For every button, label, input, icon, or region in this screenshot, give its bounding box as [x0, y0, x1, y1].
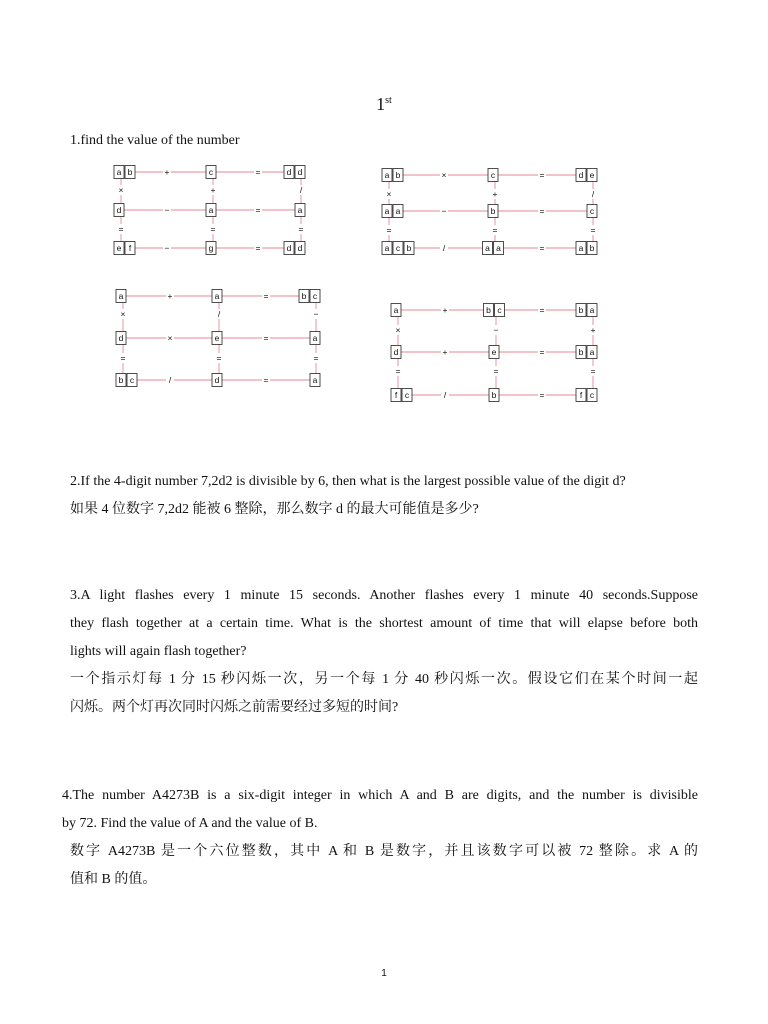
digit-letter: a [496, 243, 501, 253]
equals-sign: = [263, 375, 269, 385]
puzzle-grid-1 [110, 160, 320, 260]
equals-sign: = [395, 366, 401, 376]
equals-sign: = [263, 291, 269, 301]
digit-letter: c [589, 206, 595, 216]
operator-sign: / [217, 309, 221, 319]
question-3-line-5: 闪烁。两个灯再次同时闪烁之前需要经过多短的时间? [70, 700, 399, 715]
digit-letter: b [395, 170, 401, 180]
number-cell [212, 290, 222, 303]
number-cell [206, 242, 216, 255]
digit-letter: a [384, 243, 390, 253]
number-cell [206, 204, 216, 217]
question-4-line-1: 4.The number A4273B is a six-digit integer in which A and B are digits, and the number is divisible [62, 788, 698, 803]
number-cell [391, 304, 401, 317]
operator-sign: / [299, 185, 303, 195]
question-3-line-1: 3.A light flashes every 1 minute 15 seconds. Another flashes every 1 minute 40 seconds.Suppose [70, 588, 698, 603]
digit-letter: c [312, 291, 318, 301]
number-cell [489, 389, 499, 402]
equals-sign: = [386, 225, 392, 235]
operator-sign: + [590, 325, 596, 335]
equals-sign: = [263, 333, 269, 343]
number-cell [310, 332, 320, 345]
digit-letter: d [116, 205, 122, 215]
digit-letter: b [578, 305, 584, 315]
digit-letter: a [312, 333, 318, 343]
digit-letter: d [297, 167, 303, 177]
number-cell [116, 290, 126, 303]
digit-letter: d [214, 375, 220, 385]
digit-letter: b [589, 243, 595, 253]
digit-letter: f [579, 390, 583, 400]
digit-letter: c [129, 375, 135, 385]
digit-letter: d [286, 243, 292, 253]
number-cell [212, 374, 222, 387]
digit-letter: a [116, 167, 122, 177]
question-1-title: 1.find the value of the number [70, 133, 240, 148]
digit-letter: g [208, 243, 214, 253]
question-4-line-3: 数字 A4273B 是一个六位整数，其中 A 和 B 是数字，并且该数字可以被 72 整除。求 A 的 [70, 844, 698, 859]
equals-sign: = [313, 353, 319, 363]
digit-letter: a [384, 206, 390, 216]
equals-sign: = [255, 205, 261, 215]
digit-letter: e [214, 333, 220, 343]
digit-letter: c [490, 170, 496, 180]
digit-letter: d [393, 347, 399, 357]
operator-sign: / [443, 390, 447, 400]
question-3-line-3: lights will again flash together? [70, 644, 247, 659]
operator-sign: − [493, 325, 499, 335]
equals-sign: = [255, 167, 261, 177]
operator-sign: − [441, 206, 447, 216]
equals-sign: = [118, 224, 124, 234]
digit-letter: b [127, 167, 133, 177]
digit-letter: a [297, 205, 303, 215]
operator-sign: + [210, 185, 216, 195]
equals-sign: = [539, 206, 545, 216]
digit-letter: a [589, 305, 595, 315]
digit-letter: a [214, 291, 220, 301]
page-heading [0, 94, 768, 115]
operator-sign: × [118, 185, 124, 195]
operator-sign: − [164, 243, 170, 253]
digit-letter: f [394, 390, 398, 400]
digit-letter: e [116, 243, 122, 253]
equals-sign: = [590, 366, 596, 376]
digit-letter: c [404, 390, 410, 400]
operator-sign: / [591, 189, 595, 199]
question-4-line-4: 值和 B 的值。 [70, 872, 157, 887]
digit-letter: c [208, 167, 214, 177]
digit-letter: a [395, 206, 401, 216]
digit-letter: c [497, 305, 502, 315]
digit-letter: d [118, 333, 124, 343]
puzzle-grid-2 [378, 163, 608, 263]
digit-letter: e [589, 170, 595, 180]
number-cell [391, 346, 401, 359]
equals-sign: = [492, 225, 498, 235]
digit-letter: b [486, 305, 491, 315]
question-4-line-2: by 72. Find the value of A and the value of B. [62, 816, 318, 831]
number-cell [488, 169, 498, 182]
equals-sign: = [539, 243, 545, 253]
operator-sign: × [167, 333, 173, 343]
operator-sign: + [442, 347, 448, 357]
equals-sign: = [493, 366, 499, 376]
digit-letter: d [578, 170, 584, 180]
number-cell [310, 374, 320, 387]
equals-sign: = [539, 170, 545, 180]
equals-sign: = [590, 225, 596, 235]
digit-letter: b [490, 206, 496, 216]
digit-letter: a [578, 243, 584, 253]
page-number: 1 [381, 968, 387, 979]
number-cell [206, 166, 216, 179]
equals-sign: = [120, 353, 126, 363]
operator-sign: + [442, 305, 448, 315]
question-2-text-en: 2.If the 4-digit number 7,2d2 is divisible by 6, then what is the largest possible value of the digit d? [70, 474, 626, 489]
digit-letter: b [491, 390, 497, 400]
digit-letter: c [395, 243, 401, 253]
digit-letter: b [301, 291, 307, 301]
number-cell [212, 332, 222, 345]
equals-sign: = [539, 390, 545, 400]
digit-letter: d [297, 243, 303, 253]
equals-sign: = [216, 353, 222, 363]
digit-letter: a [208, 205, 214, 215]
puzzle-grid-3 [110, 286, 340, 390]
equals-sign: = [255, 243, 261, 253]
digit-letter: b [118, 375, 124, 385]
question-2-text-zh: 如果 4 位数字 7,2d2 能被 6 整除，那么数字 d 的最大可能值是多少? [70, 502, 479, 517]
number-cell [295, 204, 305, 217]
digit-letter: f [128, 243, 132, 253]
equals-sign: = [539, 347, 545, 357]
digit-letter: c [589, 390, 595, 400]
question-3-line-2: they flash together at a certain time. What is the shortest amount of time that will elapse before both [70, 616, 698, 631]
equals-sign: = [210, 224, 216, 234]
digit-letter: a [118, 291, 124, 301]
operator-sign: × [441, 170, 447, 180]
operator-sign: + [164, 167, 170, 177]
number-cell [382, 242, 414, 255]
digit-letter: a [384, 170, 390, 180]
operator-sign: + [492, 189, 498, 199]
equals-sign: = [539, 305, 545, 315]
operator-sign: + [167, 291, 173, 301]
operator-sign: × [395, 325, 401, 335]
operator-sign: / [442, 243, 446, 253]
digit-letter: d [286, 167, 292, 177]
number-cell [489, 346, 499, 359]
heading-number: 1 [376, 94, 386, 114]
digit-letter: e [491, 347, 497, 357]
number-cell [488, 205, 498, 218]
operator-sign: − [164, 205, 170, 215]
equals-sign: = [298, 224, 304, 234]
digit-letter: a [393, 305, 399, 315]
operator-sign: / [168, 375, 172, 385]
operator-sign: × [386, 189, 392, 199]
digit-letter: a [312, 375, 318, 385]
operator-sign: − [313, 309, 319, 319]
number-cell [116, 332, 126, 345]
heading-suffix: st [385, 95, 392, 106]
operator-sign: × [120, 309, 126, 319]
digit-letter: a [589, 347, 595, 357]
digit-letter: b [406, 243, 412, 253]
puzzle-grid-4 [385, 300, 615, 408]
digit-letter: b [578, 347, 584, 357]
number-cell [587, 205, 597, 218]
question-3-line-4: 一个指示灯每 1 分 15 秒闪烁一次，另一个每 1 分 40 秒闪烁一次。假设它们在某个时间一起 [70, 672, 698, 687]
number-cell [114, 204, 124, 217]
digit-letter: a [485, 243, 490, 253]
